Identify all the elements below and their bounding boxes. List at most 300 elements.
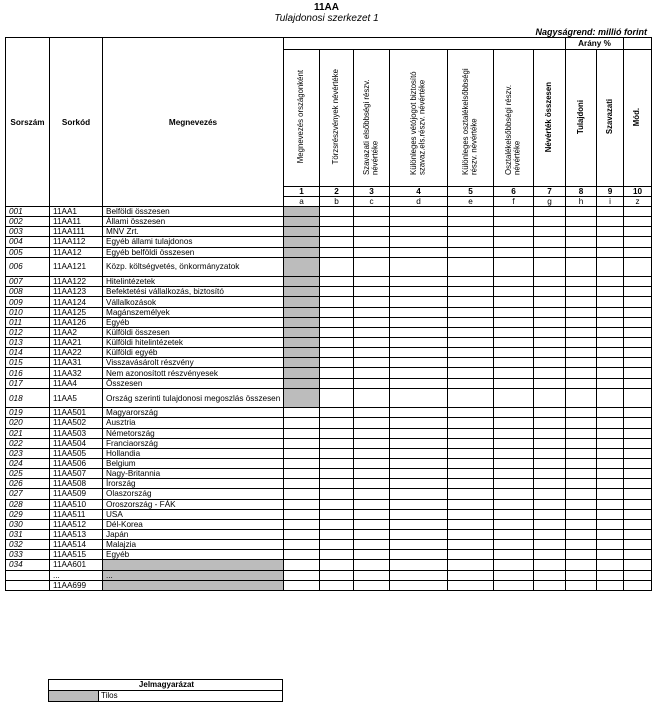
row-cell-10[interactable]: [624, 338, 652, 348]
row-cell-10[interactable]: [624, 408, 652, 418]
row-cell-6[interactable]: [494, 358, 534, 368]
row-cell-3[interactable]: [354, 469, 390, 479]
row-cell-7[interactable]: [534, 428, 566, 438]
row-cell-2[interactable]: [320, 217, 354, 227]
row-cell-7[interactable]: [534, 217, 566, 227]
row-cell-3[interactable]: [354, 489, 390, 499]
row-cell-10[interactable]: [624, 438, 652, 448]
row-cell-4[interactable]: [390, 217, 448, 227]
row-cell-4[interactable]: [390, 227, 448, 237]
row-cell-6[interactable]: [494, 217, 534, 227]
row-cell-8[interactable]: [566, 469, 597, 479]
row-cell-4[interactable]: [390, 519, 448, 529]
row-cell-6[interactable]: [494, 509, 534, 519]
row-cell-10[interactable]: [624, 297, 652, 307]
row-cell-5[interactable]: [448, 580, 494, 590]
row-cell-3[interactable]: [354, 448, 390, 458]
row-cell-5[interactable]: [448, 237, 494, 247]
row-cell-5[interactable]: [448, 247, 494, 257]
row-cell-9[interactable]: [597, 388, 624, 408]
row-cell-10[interactable]: [624, 570, 652, 580]
row-cell-7[interactable]: [534, 327, 566, 337]
row-cell-10[interactable]: [624, 247, 652, 257]
row-cell-7[interactable]: [534, 550, 566, 560]
row-cell-10[interactable]: [624, 519, 652, 529]
row-cell-2[interactable]: [320, 247, 354, 257]
row-cell-5[interactable]: [448, 560, 494, 570]
row-cell-9[interactable]: [597, 469, 624, 479]
row-cell-4[interactable]: [390, 207, 448, 217]
row-cell-7[interactable]: [534, 227, 566, 237]
row-cell-3[interactable]: [354, 257, 390, 277]
row-cell-2[interactable]: [320, 479, 354, 489]
row-cell-7[interactable]: [534, 509, 566, 519]
row-cell-8[interactable]: [566, 348, 597, 358]
row-cell-2[interactable]: [320, 529, 354, 539]
row-cell-8[interactable]: [566, 358, 597, 368]
row-cell-10[interactable]: [624, 448, 652, 458]
row-cell-5[interactable]: [448, 307, 494, 317]
row-cell-9[interactable]: [597, 368, 624, 378]
row-cell-4[interactable]: [390, 540, 448, 550]
row-cell-6[interactable]: [494, 438, 534, 448]
row-cell-6[interactable]: [494, 287, 534, 297]
row-cell-3[interactable]: [354, 277, 390, 287]
row-cell-10[interactable]: [624, 368, 652, 378]
row-cell-8[interactable]: [566, 550, 597, 560]
row-cell-10[interactable]: [624, 469, 652, 479]
row-cell-4[interactable]: [390, 388, 448, 408]
row-cell-7[interactable]: [534, 237, 566, 247]
row-cell-3[interactable]: [354, 570, 390, 580]
row-cell-9[interactable]: [597, 207, 624, 217]
row-cell-4[interactable]: [390, 297, 448, 307]
row-cell-8[interactable]: [566, 368, 597, 378]
row-cell-4[interactable]: [390, 247, 448, 257]
row-cell-4[interactable]: [390, 368, 448, 378]
row-cell-7[interactable]: [534, 207, 566, 217]
row-cell-10[interactable]: [624, 207, 652, 217]
row-cell-7[interactable]: [534, 519, 566, 529]
row-cell-9[interactable]: [597, 519, 624, 529]
row-cell-7[interactable]: [534, 408, 566, 418]
row-cell-8[interactable]: [566, 307, 597, 317]
row-cell-9[interactable]: [597, 550, 624, 560]
row-cell-8[interactable]: [566, 428, 597, 438]
row-cell-6[interactable]: [494, 499, 534, 509]
row-cell-2[interactable]: [320, 348, 354, 358]
row-cell-9[interactable]: [597, 217, 624, 227]
row-cell-2[interactable]: [320, 519, 354, 529]
row-cell-9[interactable]: [597, 418, 624, 428]
row-cell-4[interactable]: [390, 489, 448, 499]
row-cell-9[interactable]: [597, 448, 624, 458]
row-cell-9[interactable]: [597, 378, 624, 388]
row-cell-7[interactable]: [534, 580, 566, 590]
row-cell-5[interactable]: [448, 469, 494, 479]
row-cell-7[interactable]: [534, 247, 566, 257]
row-cell-10[interactable]: [624, 479, 652, 489]
row-cell-7[interactable]: [534, 287, 566, 297]
row-cell-7[interactable]: [534, 368, 566, 378]
row-cell-8[interactable]: [566, 217, 597, 227]
row-cell-2[interactable]: [320, 317, 354, 327]
row-cell-9[interactable]: [597, 560, 624, 570]
row-cell-9[interactable]: [597, 580, 624, 590]
row-cell-5[interactable]: [448, 327, 494, 337]
row-cell-8[interactable]: [566, 448, 597, 458]
row-cell-1[interactable]: [284, 580, 320, 590]
row-cell-4[interactable]: [390, 408, 448, 418]
row-cell-7[interactable]: [534, 529, 566, 539]
row-cell-3[interactable]: [354, 580, 390, 590]
row-cell-5[interactable]: [448, 418, 494, 428]
row-cell-4[interactable]: [390, 550, 448, 560]
row-cell-1[interactable]: [284, 540, 320, 550]
row-cell-4[interactable]: [390, 307, 448, 317]
row-cell-8[interactable]: [566, 297, 597, 307]
row-cell-9[interactable]: [597, 489, 624, 499]
row-cell-2[interactable]: [320, 338, 354, 348]
row-cell-9[interactable]: [597, 287, 624, 297]
row-cell-6[interactable]: [494, 580, 534, 590]
row-cell-3[interactable]: [354, 327, 390, 337]
row-cell-2[interactable]: [320, 227, 354, 237]
row-cell-5[interactable]: [448, 227, 494, 237]
row-cell-1[interactable]: [284, 560, 320, 570]
row-cell-2[interactable]: [320, 307, 354, 317]
row-cell-7[interactable]: [534, 338, 566, 348]
row-cell-4[interactable]: [390, 257, 448, 277]
row-cell-4[interactable]: [390, 529, 448, 539]
row-cell-3[interactable]: [354, 560, 390, 570]
row-cell-5[interactable]: [448, 570, 494, 580]
row-cell-6[interactable]: [494, 297, 534, 307]
row-cell-3[interactable]: [354, 499, 390, 509]
row-cell-9[interactable]: [597, 428, 624, 438]
row-cell-1[interactable]: [284, 479, 320, 489]
row-cell-1[interactable]: [284, 570, 320, 580]
row-cell-2[interactable]: [320, 550, 354, 560]
row-cell-8[interactable]: [566, 499, 597, 509]
row-cell-8[interactable]: [566, 489, 597, 499]
row-cell-10[interactable]: [624, 580, 652, 590]
row-cell-6[interactable]: [494, 388, 534, 408]
row-cell-3[interactable]: [354, 438, 390, 448]
row-cell-7[interactable]: [534, 257, 566, 277]
row-cell-5[interactable]: [448, 257, 494, 277]
row-cell-7[interactable]: [534, 277, 566, 287]
row-cell-8[interactable]: [566, 378, 597, 388]
row-cell-7[interactable]: [534, 448, 566, 458]
row-cell-10[interactable]: [624, 509, 652, 519]
row-cell-1[interactable]: [284, 428, 320, 438]
row-cell-6[interactable]: [494, 257, 534, 277]
row-cell-7[interactable]: [534, 469, 566, 479]
row-cell-10[interactable]: [624, 540, 652, 550]
row-cell-4[interactable]: [390, 287, 448, 297]
row-cell-5[interactable]: [448, 348, 494, 358]
row-cell-7[interactable]: [534, 378, 566, 388]
row-cell-2[interactable]: [320, 257, 354, 277]
row-cell-5[interactable]: [448, 388, 494, 408]
row-cell-7[interactable]: [534, 479, 566, 489]
row-cell-1[interactable]: [284, 469, 320, 479]
row-cell-9[interactable]: [597, 529, 624, 539]
row-cell-2[interactable]: [320, 418, 354, 428]
row-cell-10[interactable]: [624, 277, 652, 287]
row-cell-5[interactable]: [448, 378, 494, 388]
row-cell-8[interactable]: [566, 257, 597, 277]
row-cell-5[interactable]: [448, 408, 494, 418]
row-cell-3[interactable]: [354, 237, 390, 247]
row-cell-2[interactable]: [320, 277, 354, 287]
row-cell-3[interactable]: [354, 247, 390, 257]
row-cell-3[interactable]: [354, 307, 390, 317]
row-cell-6[interactable]: [494, 237, 534, 247]
row-cell-1[interactable]: [284, 509, 320, 519]
row-cell-1[interactable]: [284, 550, 320, 560]
row-cell-9[interactable]: [597, 277, 624, 287]
row-cell-3[interactable]: [354, 338, 390, 348]
row-cell-10[interactable]: [624, 287, 652, 297]
row-cell-4[interactable]: [390, 358, 448, 368]
row-cell-3[interactable]: [354, 388, 390, 408]
row-cell-4[interactable]: [390, 277, 448, 287]
row-cell-3[interactable]: [354, 479, 390, 489]
row-cell-9[interactable]: [597, 227, 624, 237]
row-cell-9[interactable]: [597, 327, 624, 337]
row-cell-8[interactable]: [566, 287, 597, 297]
row-cell-6[interactable]: [494, 368, 534, 378]
row-cell-4[interactable]: [390, 327, 448, 337]
row-cell-1[interactable]: [284, 418, 320, 428]
row-cell-3[interactable]: [354, 348, 390, 358]
row-cell-8[interactable]: [566, 418, 597, 428]
row-cell-4[interactable]: [390, 469, 448, 479]
row-cell-6[interactable]: [494, 448, 534, 458]
row-cell-7[interactable]: [534, 438, 566, 448]
row-cell-2[interactable]: [320, 438, 354, 448]
row-cell-8[interactable]: [566, 237, 597, 247]
row-cell-3[interactable]: [354, 540, 390, 550]
row-cell-8[interactable]: [566, 227, 597, 237]
row-cell-5[interactable]: [448, 428, 494, 438]
row-cell-4[interactable]: [390, 509, 448, 519]
row-cell-1[interactable]: [284, 519, 320, 529]
row-cell-2[interactable]: [320, 580, 354, 590]
row-cell-7[interactable]: [534, 317, 566, 327]
row-cell-3[interactable]: [354, 428, 390, 438]
row-cell-9[interactable]: [597, 247, 624, 257]
row-cell-10[interactable]: [624, 428, 652, 438]
row-cell-2[interactable]: [320, 469, 354, 479]
row-cell-6[interactable]: [494, 540, 534, 550]
row-cell-6[interactable]: [494, 317, 534, 327]
row-cell-6[interactable]: [494, 529, 534, 539]
row-cell-6[interactable]: [494, 247, 534, 257]
row-cell-6[interactable]: [494, 227, 534, 237]
row-cell-2[interactable]: [320, 570, 354, 580]
row-cell-9[interactable]: [597, 438, 624, 448]
row-cell-9[interactable]: [597, 458, 624, 468]
row-cell-7[interactable]: [534, 570, 566, 580]
row-cell-4[interactable]: [390, 580, 448, 590]
row-cell-6[interactable]: [494, 408, 534, 418]
row-cell-2[interactable]: [320, 378, 354, 388]
row-cell-4[interactable]: [390, 479, 448, 489]
row-cell-10[interactable]: [624, 489, 652, 499]
row-cell-5[interactable]: [448, 479, 494, 489]
row-cell-6[interactable]: [494, 378, 534, 388]
row-cell-8[interactable]: [566, 540, 597, 550]
row-cell-1[interactable]: [284, 489, 320, 499]
row-cell-2[interactable]: [320, 207, 354, 217]
row-cell-8[interactable]: [566, 570, 597, 580]
row-cell-3[interactable]: [354, 227, 390, 237]
row-cell-3[interactable]: [354, 297, 390, 307]
row-cell-7[interactable]: [534, 540, 566, 550]
row-cell-3[interactable]: [354, 358, 390, 368]
row-cell-6[interactable]: [494, 207, 534, 217]
row-cell-7[interactable]: [534, 489, 566, 499]
row-cell-3[interactable]: [354, 458, 390, 468]
row-cell-6[interactable]: [494, 338, 534, 348]
row-cell-5[interactable]: [448, 519, 494, 529]
row-cell-6[interactable]: [494, 489, 534, 499]
row-cell-5[interactable]: [448, 317, 494, 327]
row-cell-1[interactable]: [284, 408, 320, 418]
row-cell-10[interactable]: [624, 499, 652, 509]
row-cell-2[interactable]: [320, 297, 354, 307]
row-cell-8[interactable]: [566, 560, 597, 570]
row-cell-6[interactable]: [494, 348, 534, 358]
row-cell-10[interactable]: [624, 257, 652, 277]
row-cell-2[interactable]: [320, 388, 354, 408]
row-cell-6[interactable]: [494, 418, 534, 428]
row-cell-4[interactable]: [390, 317, 448, 327]
row-cell-3[interactable]: [354, 519, 390, 529]
row-cell-8[interactable]: [566, 529, 597, 539]
row-cell-8[interactable]: [566, 519, 597, 529]
row-cell-2[interactable]: [320, 428, 354, 438]
row-cell-9[interactable]: [597, 317, 624, 327]
row-cell-10[interactable]: [624, 458, 652, 468]
row-cell-3[interactable]: [354, 408, 390, 418]
row-cell-7[interactable]: [534, 499, 566, 509]
row-cell-2[interactable]: [320, 408, 354, 418]
row-cell-3[interactable]: [354, 550, 390, 560]
row-cell-8[interactable]: [566, 408, 597, 418]
row-cell-9[interactable]: [597, 297, 624, 307]
row-cell-10[interactable]: [624, 378, 652, 388]
row-cell-6[interactable]: [494, 550, 534, 560]
row-cell-3[interactable]: [354, 217, 390, 227]
row-cell-5[interactable]: [448, 509, 494, 519]
row-cell-6[interactable]: [494, 479, 534, 489]
row-cell-2[interactable]: [320, 560, 354, 570]
row-cell-2[interactable]: [320, 237, 354, 247]
row-cell-9[interactable]: [597, 257, 624, 277]
row-cell-10[interactable]: [624, 237, 652, 247]
row-cell-6[interactable]: [494, 327, 534, 337]
row-cell-3[interactable]: [354, 317, 390, 327]
row-cell-10[interactable]: [624, 550, 652, 560]
row-cell-9[interactable]: [597, 499, 624, 509]
row-cell-5[interactable]: [448, 448, 494, 458]
row-cell-8[interactable]: [566, 327, 597, 337]
row-cell-3[interactable]: [354, 368, 390, 378]
row-cell-4[interactable]: [390, 418, 448, 428]
row-cell-10[interactable]: [624, 418, 652, 428]
row-cell-1[interactable]: [284, 529, 320, 539]
row-cell-2[interactable]: [320, 540, 354, 550]
row-cell-5[interactable]: [448, 287, 494, 297]
row-cell-5[interactable]: [448, 499, 494, 509]
row-cell-8[interactable]: [566, 580, 597, 590]
row-cell-4[interactable]: [390, 378, 448, 388]
row-cell-3[interactable]: [354, 418, 390, 428]
row-cell-5[interactable]: [448, 458, 494, 468]
row-cell-7[interactable]: [534, 348, 566, 358]
row-cell-6[interactable]: [494, 307, 534, 317]
row-cell-10[interactable]: [624, 227, 652, 237]
row-cell-7[interactable]: [534, 418, 566, 428]
row-cell-7[interactable]: [534, 458, 566, 468]
row-cell-9[interactable]: [597, 540, 624, 550]
row-cell-4[interactable]: [390, 499, 448, 509]
row-cell-7[interactable]: [534, 560, 566, 570]
row-cell-1[interactable]: [284, 448, 320, 458]
row-cell-9[interactable]: [597, 358, 624, 368]
row-cell-4[interactable]: [390, 458, 448, 468]
row-cell-2[interactable]: [320, 489, 354, 499]
row-cell-2[interactable]: [320, 499, 354, 509]
row-cell-8[interactable]: [566, 247, 597, 257]
row-cell-5[interactable]: [448, 338, 494, 348]
row-cell-5[interactable]: [448, 529, 494, 539]
row-cell-4[interactable]: [390, 348, 448, 358]
row-cell-10[interactable]: [624, 317, 652, 327]
row-cell-4[interactable]: [390, 237, 448, 247]
row-cell-4[interactable]: [390, 560, 448, 570]
row-cell-2[interactable]: [320, 287, 354, 297]
row-cell-9[interactable]: [597, 307, 624, 317]
row-cell-8[interactable]: [566, 479, 597, 489]
row-cell-3[interactable]: [354, 378, 390, 388]
row-cell-9[interactable]: [597, 338, 624, 348]
row-cell-2[interactable]: [320, 358, 354, 368]
row-cell-5[interactable]: [448, 540, 494, 550]
row-cell-10[interactable]: [624, 217, 652, 227]
row-cell-3[interactable]: [354, 509, 390, 519]
row-cell-4[interactable]: [390, 428, 448, 438]
row-cell-8[interactable]: [566, 317, 597, 327]
row-cell-2[interactable]: [320, 327, 354, 337]
row-cell-5[interactable]: [448, 358, 494, 368]
row-cell-5[interactable]: [448, 217, 494, 227]
row-cell-7[interactable]: [534, 358, 566, 368]
row-cell-6[interactable]: [494, 458, 534, 468]
row-cell-7[interactable]: [534, 388, 566, 408]
row-cell-10[interactable]: [624, 358, 652, 368]
row-cell-8[interactable]: [566, 458, 597, 468]
row-cell-6[interactable]: [494, 428, 534, 438]
row-cell-10[interactable]: [624, 388, 652, 408]
row-cell-5[interactable]: [448, 550, 494, 560]
row-cell-2[interactable]: [320, 448, 354, 458]
row-cell-8[interactable]: [566, 438, 597, 448]
